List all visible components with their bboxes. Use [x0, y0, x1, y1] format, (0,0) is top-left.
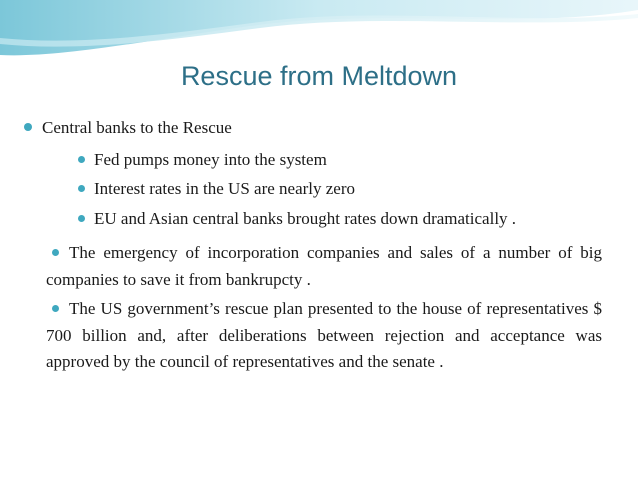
bullet-icon — [24, 123, 32, 131]
bullet-icon — [78, 156, 85, 163]
bullet-text: EU and Asian central banks brought rates down dramatically . — [94, 209, 517, 228]
bullet-icon — [78, 185, 85, 192]
bullet-icon — [78, 215, 85, 222]
wave-decoration — [0, 0, 638, 60]
bullet-icon — [52, 249, 59, 256]
bullet-text: Central banks to the Rescue — [42, 118, 232, 137]
sub-bullet-item — [78, 208, 516, 230]
slide-title: Rescue from Meltdown — [180, 61, 458, 91]
bullet-icon — [52, 305, 59, 312]
paragraph — [46, 240, 602, 293]
paragraph-text: The emergency of incorporation companies and sales of a number of big companies to save it from bankrupcty . — [46, 243, 602, 289]
sub-bullet-item — [78, 149, 327, 171]
bullet-text: Interest rates in the US are nearly zero — [94, 179, 356, 198]
paragraph — [46, 296, 602, 376]
paragraph-text: The US government’s rescue plan presented to the house of representatives $ 700 billion and, after deliberations between rejection and acceptance was approved by the council of representatives and the senate . — [46, 299, 602, 371]
sub-bullet-item — [78, 178, 355, 200]
bullet-item — [24, 117, 232, 139]
bullet-text: Fed pumps money into the system — [94, 150, 327, 169]
